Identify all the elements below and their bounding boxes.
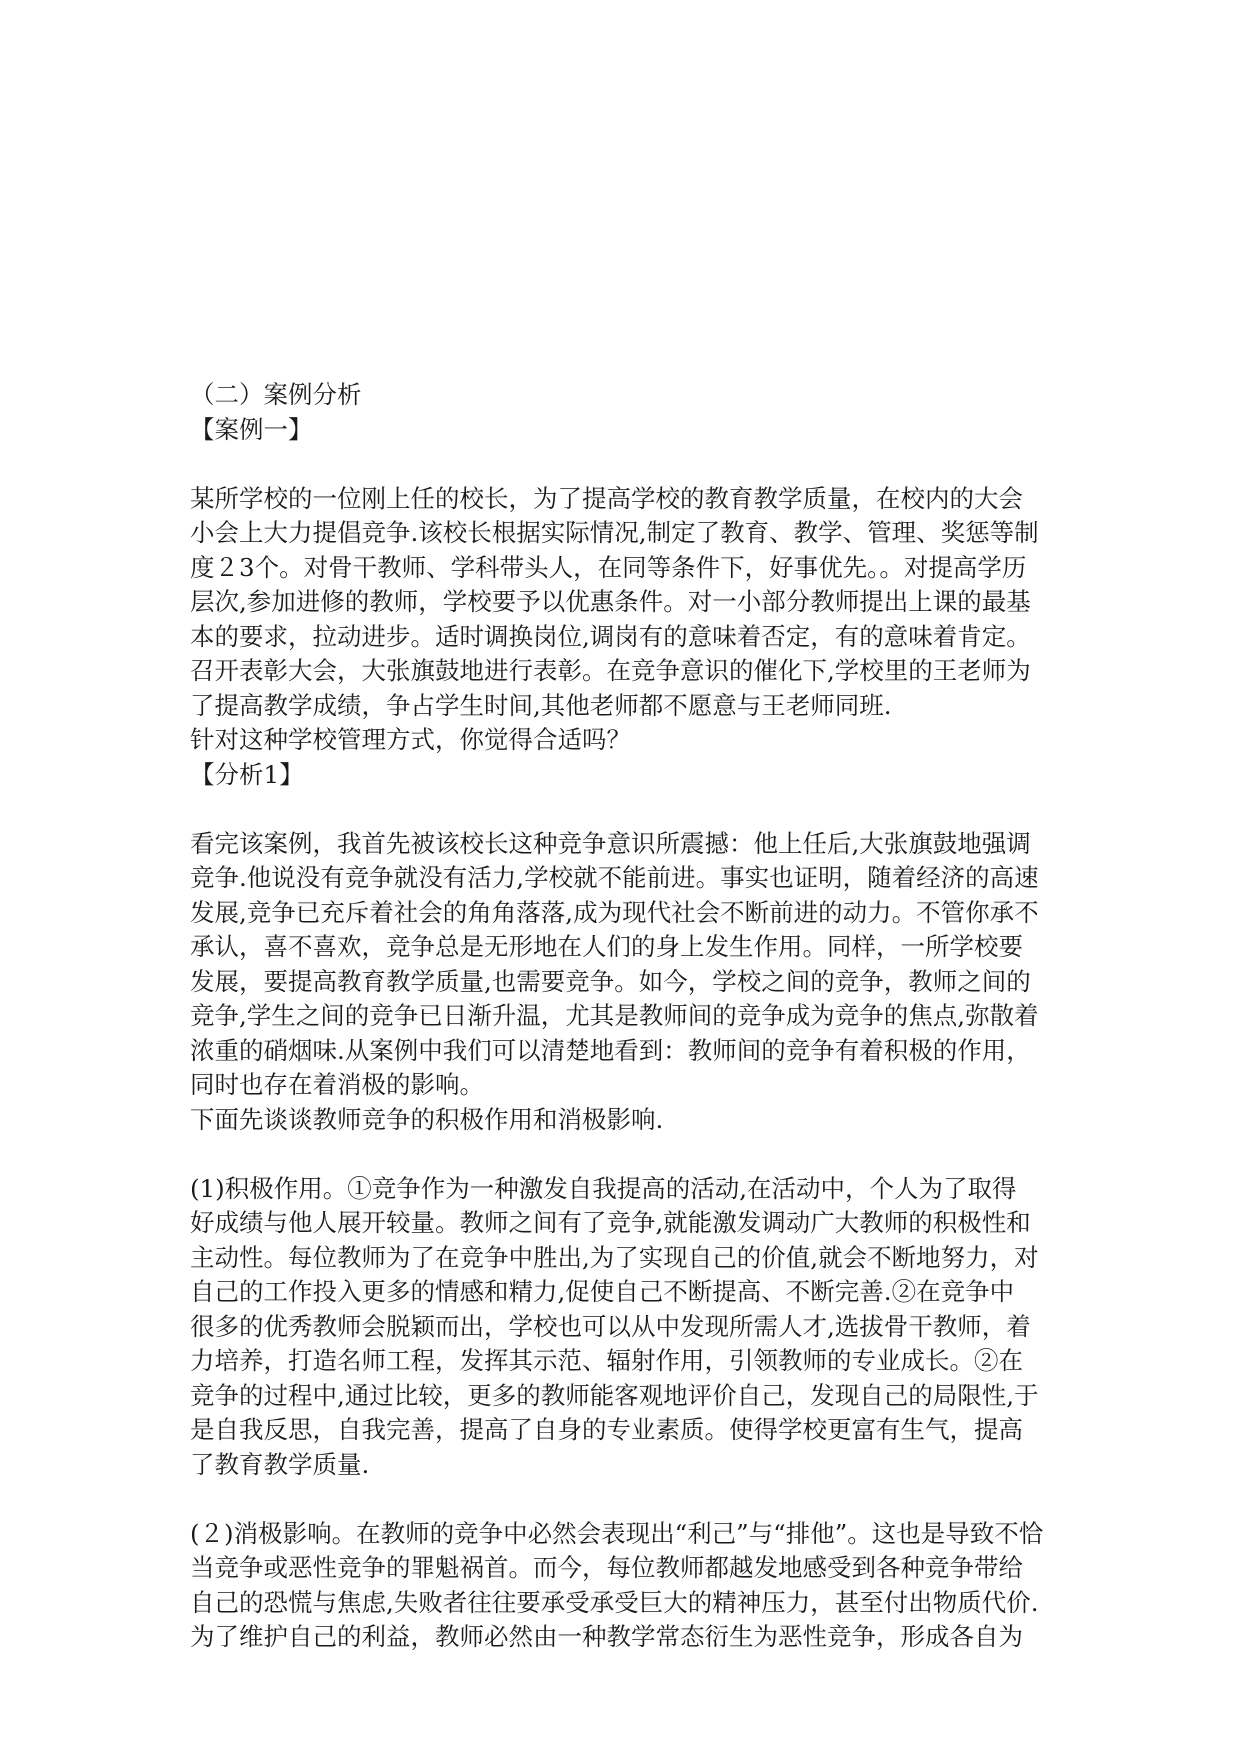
negative-effect-line: (２)消极影响。在教师的竞争中必然会表现出“利己”与“排他”。这也是导致不恰 [190, 1518, 1044, 1548]
positive-effect-line: 力培养，打造名师工程，发挥其示范、辐射作用，引领教师的专业成长。②在 [190, 1346, 1023, 1375]
case-paragraph-line: 小会上大力提倡竞争.该校长根据实际情况,制定了教育、教学、管理、奖惩等制 [190, 518, 1039, 547]
spacer [190, 1137, 1070, 1172]
analysis-paragraph-line: 发展，要提高教育教学质量,也需要竞争。如今，学校之间的竞争，教师之间的 [190, 966, 1031, 996]
positive-effect-line: 了教育教学质量. [190, 1449, 370, 1479]
case-paragraph-line: 层次,参加进修的教师，学校要予以优惠条件。对一小部分教师提出上课的最基 [190, 587, 1031, 616]
positive-effect-line: 很多的优秀教师会脱颖而出，学校也可以从中发现所需人才,选拔骨干教师，着 [190, 1311, 1031, 1341]
case-paragraph-line: 召开表彰大会，大张旗鼓地进行表彰。在竞争意识的催化下,学校里的王老师为 [190, 656, 1031, 685]
case-question: 针对这种学校管理方式，你觉得合适吗？ [190, 725, 631, 754]
positive-effect-line: 是自我反思，自我完善，提高了自身的专业素质。使得学校更富有生气，提高 [190, 1415, 1023, 1444]
case-paragraph-line: 本的要求，拉动进步。适时调换岗位,调岗有的意味着否定，有的意味着肯定。 [190, 621, 1031, 651]
case-paragraph-line: 某所学校的一位刚上任的校长，为了提高学校的教育教学质量，在校内的大会 [190, 483, 1023, 513]
negative-effect-line: 当竞争或恶性竞争的罪魁祸首。而今，每位教师都越发地感受到各种竞争带给 [190, 1553, 1023, 1582]
case-paragraph-line: 了提高教学成绩，争占学生时间,其他老师都不愿意与王老师同班. [190, 690, 892, 720]
document-body [190, 378, 1070, 1655]
analysis-paragraph-line: 竞争.他说没有竞争就没有活力,学校就不能前进。事实也证明，随着经济的高速 [190, 863, 1039, 892]
spacer [190, 792, 1070, 827]
section-heading: （二）案例分析 [190, 380, 362, 409]
case-label: 【案例一】 [190, 414, 313, 444]
analysis-paragraph-line: 浓重的硝烟味.从案例中我们可以清楚地看到：教师间的竞争有着积极的作用， [190, 1035, 1031, 1065]
positive-effect-line: 好成绩与他人展开较量。教师之间有了竞争,就能激发调动广大教师的积极性和 [190, 1208, 1031, 1237]
spacer [190, 447, 1070, 482]
analysis-paragraph-line: 同时也存在着消极的影响。 [190, 1070, 484, 1099]
analysis-intro: 下面先谈谈教师竞争的积极作用和消极影响. [190, 1104, 664, 1134]
analysis-paragraph-line: 承认，喜不喜欢，竞争总是无形地在人们的身上发生作用。同样，一所学校要 [190, 932, 1023, 961]
analysis-paragraph-line: 看完该案例，我首先被该校长这种竞争意识所震撼：他上任后,大张旗鼓地强调 [190, 828, 1031, 858]
case-paragraph-line: 度２3个。对骨干教师、学科带头人，在同等条件下，好事优先。。对提高学历 [190, 552, 1027, 582]
spacer [190, 1482, 1070, 1517]
positive-effect-line: 自己的工作投入更多的情感和精力,促使自己不断提高、不断完善.②在竞争中 [190, 1277, 1015, 1306]
negative-effect-line: 为了维护自己的利益，教师必然由一种教学常态衍生为恶性竞争，形成各自为 [190, 1622, 1023, 1651]
positive-effect-line: 主动性。每位教师为了在竞争中胜出,为了实现自己的价值,就会不断地努力，对 [190, 1242, 1039, 1272]
positive-effect-line: 竞争的过程中,通过比较，更多的教师能客观地评价自己，发现自己的局限性,于 [190, 1380, 1039, 1410]
analysis-label: 【分析1】 [190, 759, 304, 789]
positive-effect-line: (1)积极作用。①竞争作为一种激发自我提高的活动,在活动中，个人为了取得 [190, 1173, 1017, 1203]
negative-effect-line: 自己的恐慌与焦虑,失败者往往要承受承受巨大的精神压力，甚至付出物质代价. [190, 1587, 1039, 1617]
analysis-paragraph-line: 竞争,学生之间的竞争已日渐升温，尤其是教师间的竞争成为竞争的焦点,弥散着 [190, 1001, 1039, 1030]
analysis-paragraph-line: 发展,竞争已充斥着社会的角角落落,成为现代社会不断前进的动力。不管你承不 [190, 897, 1039, 927]
